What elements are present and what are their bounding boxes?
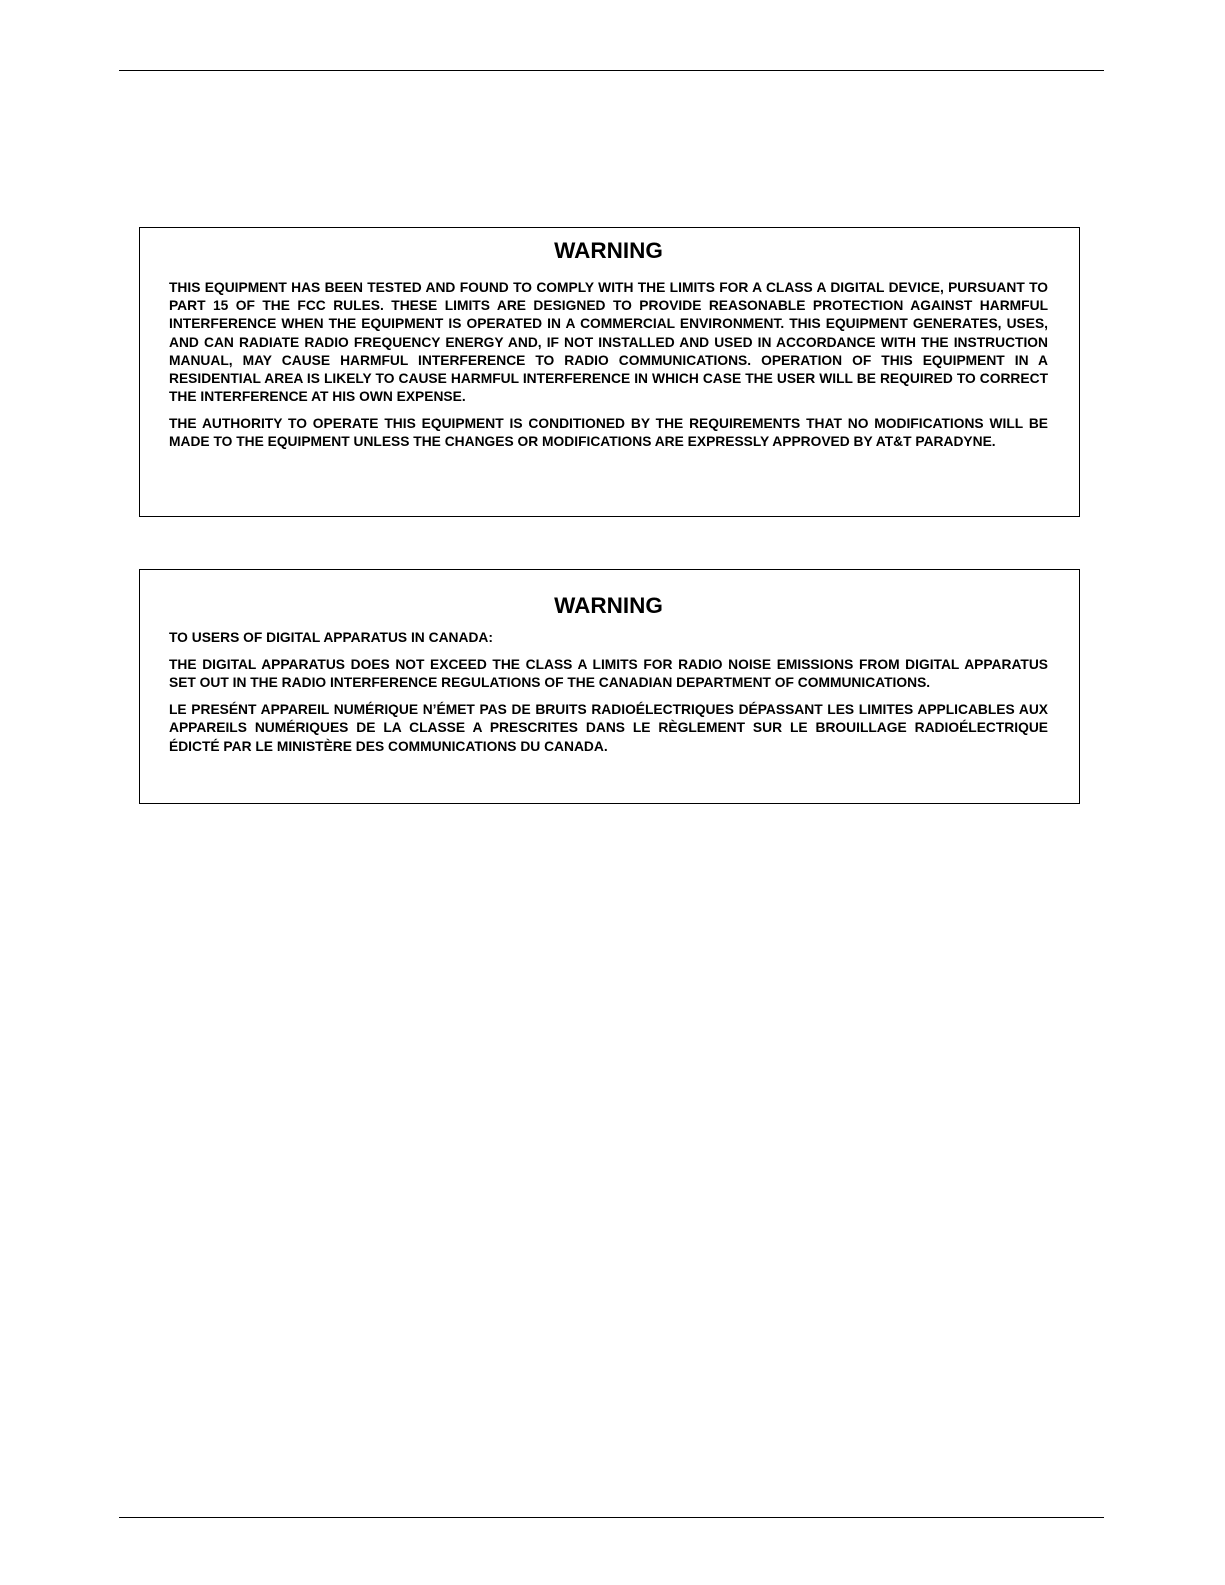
canada-warning-title: WARNING bbox=[554, 593, 663, 618]
canada-warning-paragraph-english: THE DIGITAL APPARATUS DOES NOT EXCEED THE CLASS A LIMITS FOR RADIO NOISE EMISSIONS FROM DIGITAL APPARATUS SET OUT IN THE RADIO INTERFERENCE REGULATIONS OF THE CANADIAN DEPARTMENT OF COMMUNICATIONS. bbox=[169, 657, 1048, 691]
fcc-warning-paragraph-compliance: THIS EQUIPMENT HAS BEEN TESTED AND FOUND TO COMPLY WITH THE LIMITS FOR A CLASS A DIGITAL DEVICE, PURSUANT TO PART 15 OF THE FCC RULES. THESE LIMITS ARE DESIGNED TO PROVIDE REASONABLE PROTECTION AGAINST HARMFUL INTERFERENCE WHEN THE EQUIPMENT IS OPERATED IN A COMMERCIAL ENVIRONMENT. THIS EQUIPMENT GENERATES, USES, AND CAN RADIATE RADIO FREQUENCY ENERGY AND, IF NOT INSTALLED AND USED IN ACCORDANCE WITH THE INSTRUCTION MANUAL, MAY CAUSE HARMFUL INTERFERENCE TO RADIO COMMUNICATIONS. OPERATION OF THIS EQUIPMENT IN A RESIDENTIAL AREA IS LIKELY TO CAUSE HARMFUL INTERFERENCE IN WHICH CASE THE USER WILL BE REQUIRED TO CORRECT THE INTERFERENCE AT HIS OWN EXPENSE. bbox=[169, 280, 1048, 405]
fcc-warning-paragraph-authority: THE AUTHORITY TO OPERATE THIS EQUIPMENT IS CONDITIONED BY THE REQUIREMENTS THAT NO MODIFICATIONS WILL BE MADE TO THE EQUIPMENT UNLESS THE CHANGES OR MODIFICATIONS ARE EXPRESSLY APPROVED BY AT&T PARADYNE. bbox=[169, 415, 1048, 450]
canada-warning-box bbox=[139, 569, 1080, 804]
header-rule bbox=[119, 70, 1104, 71]
canada-warning-heading: TO USERS OF DIGITAL APPARATUS IN CANADA: bbox=[169, 630, 493, 645]
canada-warning-paragraph-french: LE PRESÉNT APPAREIL NUMÉRIQUE N’ÉMET PAS DE BRUITS RADIOÉLECTRIQUES DÉPASSANT LES LIMITES APPLICABLES AUX APPAREILS NUMÉRIQUES DE LA CLASSE A PRESCRITES DANS LE RÈGLEMENT SUR LE BROUILLAGE RADIOÉLECTRIQUE ÉDICTÉ PAR LE MINISTÈRE DES COMMUNICATIONS DU CANADA. bbox=[169, 702, 1048, 754]
fcc-warning-box bbox=[139, 227, 1080, 517]
footer-rule bbox=[119, 1517, 1104, 1518]
fcc-warning-title: WARNING bbox=[554, 238, 663, 263]
